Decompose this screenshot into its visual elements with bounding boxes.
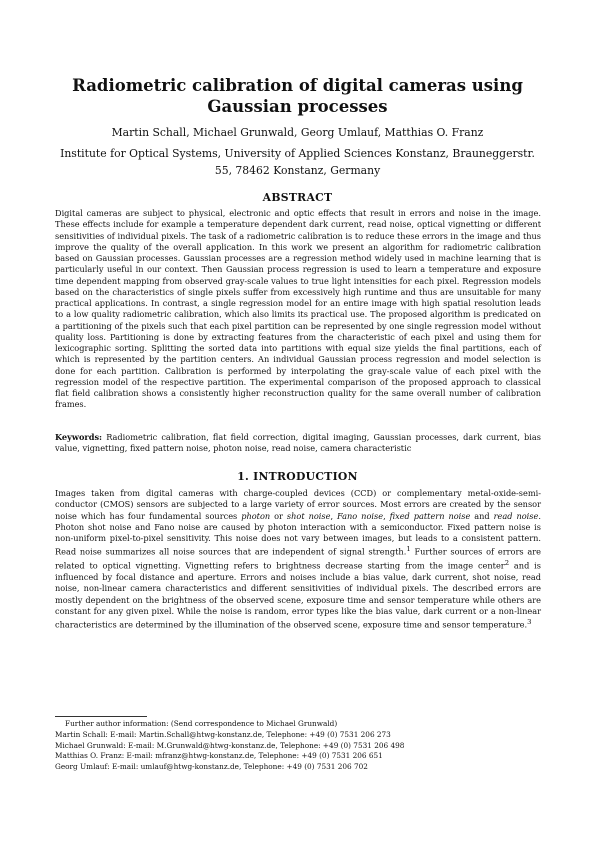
keywords-label: Keywords: bbox=[55, 432, 103, 442]
citation-ref: 1 bbox=[406, 545, 411, 554]
intro-text-1: Images taken from digital cameras with charge-coupled devices (CCD) or complementary metal-oxide-semi-conductor (CMOS) sensors are subjected to a large variety of error sources. Most errors are created by the sensor noise which has four fundamental sources bbox=[55, 488, 541, 521]
intro-text-4: and is influenced by focal distance and aperture. Errors and noises include a bias value, dark current, shot noise, read noise, non-linear camera characteristics and different sensitivities of individual pixels. The described errors are mostly dependent on the brightness of the observed scene, exposure time and sensor temperature while others are constant for any given pixel. While the noise is random, error types like the bias value, dark current or a non-linear characteristics are determined by the illumination of the observed scene, exposure time and sensor temperature. bbox=[55, 560, 541, 630]
intro-text-comma: , bbox=[330, 510, 338, 521]
footnote-line: Matthias O. Franz: E-mail: mfranz@htwg-konstanz.de, Telephone: +49 (0) 7531 206 651 bbox=[55, 751, 383, 761]
footnotes bbox=[55, 719, 541, 773]
keywords-text: Radiometric calibration, flat field correction, digital imaging, Gaussian processes, dark current, bias value, vignetting, fixed pattern noise, photon noise, read noise, camera characteristic bbox=[55, 432, 541, 454]
footnote-intro: Further author information: (Send correspondence to Michael Grunwald) bbox=[65, 719, 338, 728]
paper-title: Radiometric calibration of digital cameras using Gaussian processes bbox=[72, 76, 523, 116]
author-list: Martin Schall, Michael Grunwald, Georg Umlauf, Matthias O. Franz bbox=[111, 126, 484, 139]
citation-ref: 3 bbox=[527, 618, 532, 627]
intro-text-and: and bbox=[470, 510, 494, 521]
affiliation: Institute for Optical Systems, University of Applied Sciences Konstanz, Brauneggerstr. 55, 78462 Konstanz, Germany bbox=[60, 147, 535, 177]
term-shot-noise: shot noise bbox=[286, 510, 331, 521]
introduction-paragraph bbox=[55, 488, 541, 631]
citation-ref: 2 bbox=[504, 559, 510, 568]
intro-text-3: Further sources of errors are related to optical vignetting. Vignetting refers to brightness decrease starting from the image center bbox=[55, 546, 541, 571]
footnote-rule bbox=[55, 716, 147, 717]
intro-text-comma: , bbox=[383, 510, 390, 521]
section-heading-introduction: 1. INTRODUCTION bbox=[237, 470, 358, 483]
intro-text-2: . Photon shot noise and Fano noise are caused by photon interaction with a semiconductor. Fixed pattern noise is non-uniform pixel-to-pixel sensitivity. This noise does not vary between images, but leads to a consistent pattern. Read noise summarizes all noise sources that are independent of signal strength. bbox=[55, 510, 541, 557]
intro-text-or: or bbox=[270, 510, 287, 521]
term-photon: photon bbox=[241, 510, 271, 521]
abstract-text: Digital cameras are subject to physical, electronic and optic effects that result in errors and noise in the image. These effects include for example a temperature dependent dark current, read noise, optical vignetting or different sensitivities of individual pixels. The task of a radiometric calibration is to reduce these errors in the image and thus improve the quality of the overall application. In this work we present an algorithm for radiometric calibration based on Gaussian processes. Gaussian processes are a regression method widely used in machine learning that is particularly useful in our context. Then Gaussian process regression is used to learn a temperature and exposure time dependent mapping from observed gray-scale values to true light intensities for each pixel. Regression models based on the characteristics of single pixels suffer from excessively high runtime and thus are unsuitable for many practical applications. In contrast, a single regression model for an entire image with high spatial resolution leads to a low quality radiometric calibration, which also limits its practical use. The proposed algorithm is predicated on a partitioning of the pixels such that each pixel partition can be represented by one single regression model without quality loss. Partitioning is done by extracting features from the characteristic of each pixel and using them for lexicographic sorting. Splitting the sorted data into partitions with equal size yields the final partitions, each of which is represented by the partition centers. An individual Gaussian process regression and model selection is done for each partition. Calibration is performed by interpolating the gray-scale value of each pixel with the regression model of the respective partition. The experimental comparison of the proposed approach to classical flat field calibration shows a consistently higher reconstruction quality for the same overall number of calibration frames. bbox=[55, 208, 541, 410]
term-fano-noise: Fano noise bbox=[337, 510, 384, 521]
footnote-line: Georg Umlauf: E-mail: umlauf@htwg-konstanz.de, Telephone: +49 (0) 7531 206 702 bbox=[55, 762, 368, 772]
term-fixed-pattern-noise: fixed pattern noise bbox=[389, 510, 471, 521]
keywords bbox=[55, 432, 541, 455]
term-read-noise: read noise bbox=[493, 510, 539, 521]
footnote-line: Martin Schall: E-mail: Martin.Schall@htwg-konstanz.de, Telephone: +49 (0) 7531 206 273 bbox=[55, 729, 391, 739]
abstract-heading: ABSTRACT bbox=[262, 191, 333, 204]
footnote-line: Michael Grunwald: E-mail: M.Grunwald@htwg-konstanz.de, Telephone: +49 (0) 7531 206 498 bbox=[55, 740, 405, 750]
